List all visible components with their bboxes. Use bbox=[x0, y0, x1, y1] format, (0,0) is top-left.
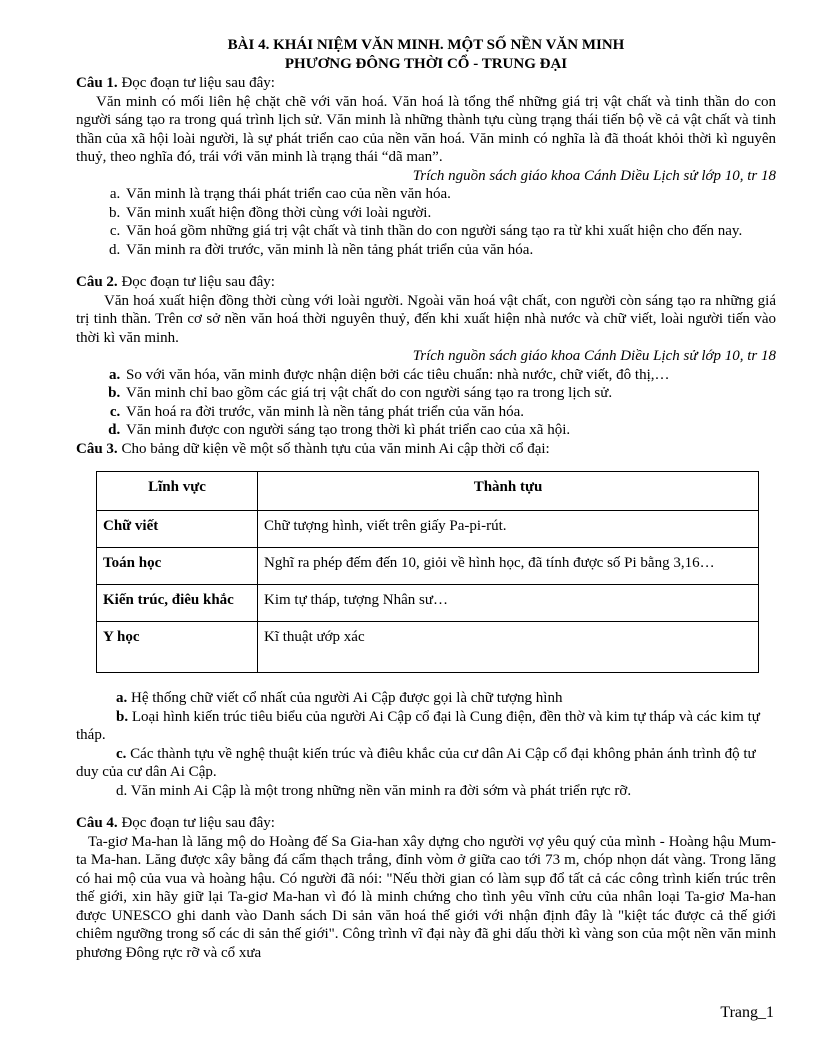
question-prompt: Đọc đoạn tư liệu sau đây: bbox=[117, 815, 275, 831]
question-prompt: Đọc đoạn tư liệu sau đây: bbox=[117, 274, 275, 290]
question-3 bbox=[76, 440, 776, 801]
source-citation: Trích nguồn sách giáo khoa Cánh Diều Lịch sử lớp 10, tr 18 bbox=[412, 348, 776, 364]
question-label: Câu 2. bbox=[76, 274, 118, 290]
passage: Ta-giơ Ma-han là lăng mộ do Hoàng đế Sa Gia-han xây dựng cho người vợ yêu quý của mình - Hoàng hậu Mum-ta Ma-han. Lăng được xây bằng đá cẩm thạch trắng, đỉnh vòm ở giữa cao tới 73 m, chóp nhọn dát vàng. Trong lăng có hai mộ của vua và hoàng hậu. Có người đã nói: "Nếu thời gian có làm sụp đổ tất cả các công trình kiến trúc trên thế giới, xin hãy giữ lại Ta-giơ Ma-han vì đó là minh chứng cho tình yêu vĩnh cửu của nhân loại Ta-giơ Ma-han được UNESCO ghi danh vào Danh sách Di sản văn hoá thế giới với nhận định đây là "kiệt tác được cả thế giới chiêm ngưỡng trong số các di sản thế giới". Công trình vĩ đại này đã ghi dấu thời kì vàng son của một nền văn minh phương Đông rực rỡ và cổ xưa bbox=[76, 833, 776, 961]
question-prompt: Cho bảng dữ kiện về một số thành tựu của văn minh Ai cập thời cổ đại: bbox=[117, 440, 550, 457]
achievement-cell: Chữ tượng hình, viết trên giấy Pa-pi-rút. bbox=[258, 511, 759, 548]
statement-d: d. Văn minh ra đời trước, văn minh là nền tảng phát triển của văn hóa. bbox=[124, 241, 776, 260]
achievements-table bbox=[96, 471, 759, 673]
table-row bbox=[97, 548, 759, 585]
statement-b: b. Loại hình kiến trúc tiêu biểu của người Ai Cập cổ đại là Cung điện, đền thờ và kim tự tháp và các kim tự tháp. bbox=[76, 708, 760, 743]
statement-a: a. Hệ thống chữ viết cổ nhất của người Ai Cập được gọi là chữ tượng hình bbox=[116, 690, 563, 706]
field-cell: Y học bbox=[97, 622, 258, 673]
question-label: Câu 3. bbox=[76, 440, 118, 457]
table-row bbox=[97, 511, 759, 548]
question-label: Câu 4. bbox=[76, 815, 118, 831]
achievement-cell: Nghĩ ra phép đếm đến 10, giỏi về hình học, đã tính được số Pi bằng 3,16… bbox=[258, 548, 759, 585]
question-4 bbox=[76, 814, 776, 962]
statement-c: c. Các thành tựu về nghệ thuật kiến trúc và điêu khắc của cư dân Ai Cập cổ đại không phản ánh trình độ tư duy của cư dân Ai Cập. bbox=[76, 745, 756, 780]
achievement-cell: Kim tự tháp, tượng Nhân sư… bbox=[258, 585, 759, 622]
question-2 bbox=[76, 273, 776, 440]
field-cell: Chữ viết bbox=[97, 511, 258, 548]
statement-b: b. Văn minh xuất hiện đồng thời cùng với loài người. bbox=[124, 204, 776, 223]
statement-b: b. Văn minh chỉ bao gồm các giá trị vật chất do con người sáng tạo ra trong lịch sử. bbox=[124, 384, 776, 403]
source-citation: Trích nguồn sách giáo khoa Cánh Diều Lịch sử lớp 10, tr 18 bbox=[412, 167, 776, 184]
passage: Văn hoá xuất hiện đồng thời cùng với loài người. Ngoài văn hoá vật chất, con người còn sáng tạo ra những giá trị tinh thần. Trên cơ sở nền văn hoá thời nguyên thuỷ, đến khi xuất hiện nhà nước và chữ viết, loài người tiến vào thời kì văn minh. bbox=[76, 292, 776, 346]
column-header: Thành tựu bbox=[258, 472, 759, 511]
statement-a: a. So với văn hóa, văn minh được nhận diện bởi các tiêu chuẩn: nhà nước, chữ viết, đô thị,… bbox=[124, 366, 776, 385]
field-cell: Toán học bbox=[97, 548, 258, 585]
table-row bbox=[97, 622, 759, 673]
page-number: Trang_1 bbox=[720, 1004, 774, 1021]
statement-list bbox=[76, 185, 776, 259]
column-header: Lĩnh vực bbox=[97, 472, 258, 511]
lesson-title: BÀI 4. KHÁI NIỆM VĂN MINH. MỘT SỐ NỀN VĂN MINH bbox=[227, 37, 625, 53]
statement-a: a. Văn minh là trạng thái phát triển cao của nền văn hóa. bbox=[124, 185, 776, 204]
question-label: Câu 1. bbox=[76, 75, 118, 91]
table-row bbox=[97, 585, 759, 622]
statement-c: c. Văn hoá ra đời trước, văn minh là nền tảng phát triển của văn hóa. bbox=[124, 403, 776, 422]
lesson-subtitle: PHƯƠNG ĐÔNG THỜI CỔ - TRUNG ĐẠI bbox=[284, 56, 568, 72]
field-cell: Kiến trúc, điêu khắc bbox=[97, 585, 258, 622]
table-header-row bbox=[97, 472, 759, 511]
statement-list bbox=[76, 366, 776, 440]
question-prompt: Đọc đoạn tư liệu sau đây: bbox=[117, 75, 275, 91]
achievement-cell: Kĩ thuật ướp xác bbox=[258, 622, 759, 673]
statement-d: d. Văn minh Ai Cập là một trong những nền văn minh ra đời sớm và phát triển rực rỡ. bbox=[116, 782, 632, 799]
question-1 bbox=[76, 74, 776, 259]
statement-d: d. Văn minh được con người sáng tạo trong thời kì phát triển cao của xã hội. bbox=[124, 421, 776, 440]
passage: Văn minh có mối liên hệ chặt chẽ với văn hoá. Văn hoá là tổng thể những giá trị vật chất và tinh thần do con người sáng tạo ra trong quá trình lịch sử. Văn minh là những thành tựu cùng trạng thái tiến bộ về cả vật chất và tinh thần của xã hội loài người, là sự phát triển cao của nền văn hoá. Văn minh có nghĩa là đã thoát khỏi thời kì nguyên thuỷ, theo nghĩa đó, trái với văn minh là trạng thái “dã man”. bbox=[76, 93, 776, 165]
document-page bbox=[76, 36, 776, 962]
statement-c: c. Văn hoá gồm những giá trị vật chất và tinh thần do con người sáng tạo ra từ khi xuất hiện cho đến nay. bbox=[124, 222, 776, 241]
